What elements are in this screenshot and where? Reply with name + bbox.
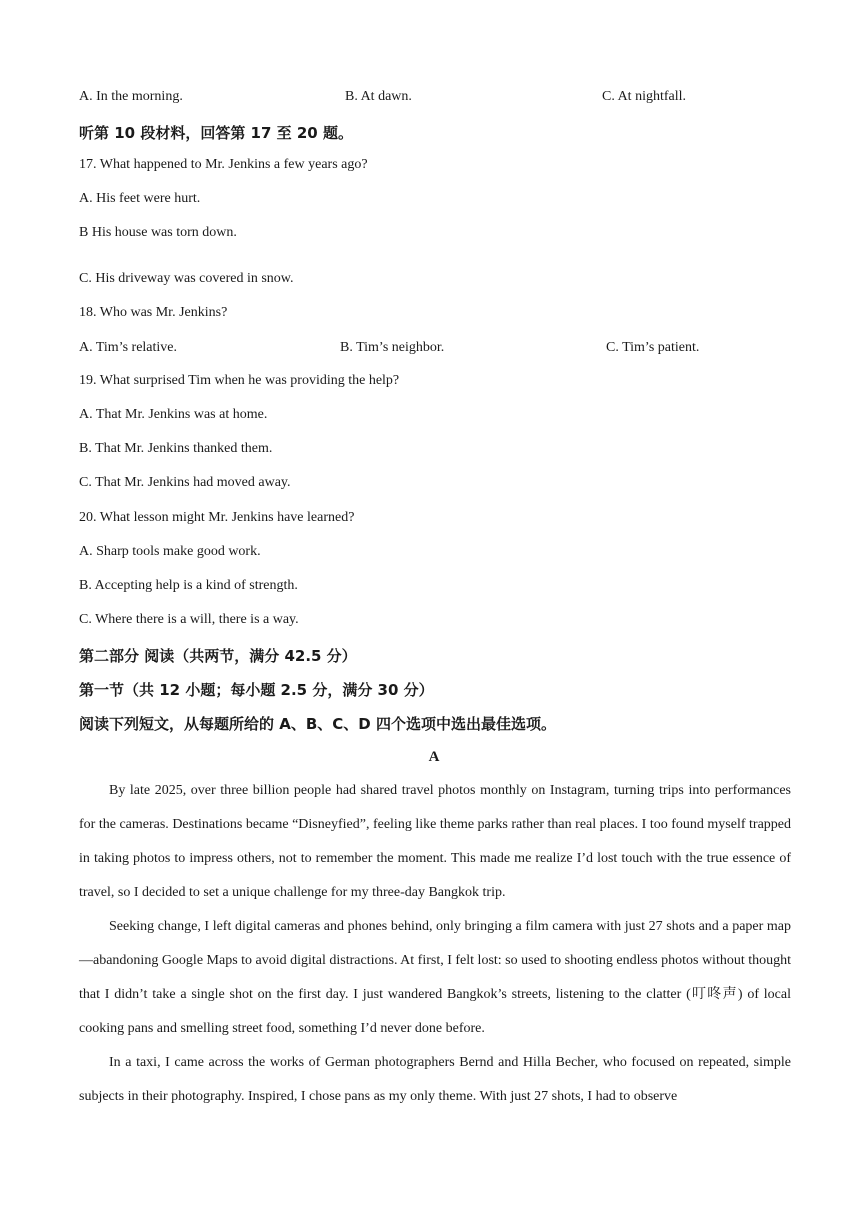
part2-header: 第二部分 阅读（共两节，满分 42.5 分） [79, 647, 357, 665]
q19-question: 19. What surprised Tim when he was providing the help? [79, 373, 400, 388]
passage-paragraph-2: Seeking change, I left digital cameras and phones behind, only bringing a film camera with just 27 shots and a paper map—abandoning Google Maps to avoid digital distractions. At first, I felt lost: so used to shooting endless photos without thought that I didn’t take a single shot on the first day. I just wandered Bangkok’s streets, listening to the clatter (叮咚声) of local cooking pans and smelling street food, something I’d never done before. [79, 919, 792, 1036]
passage-label: A [428, 749, 440, 765]
section1-header: 第一节（共 12 小题；每小题 2.5 分，满分 30 分） [79, 681, 434, 699]
q20-option-c: C. Where there is a will, there is a way. [79, 612, 299, 627]
q17-option-b: B His house was torn down. [79, 225, 237, 240]
q16-option-a: A. In the morning. [79, 89, 183, 104]
q18-option-a: A. Tim’s relative. [79, 340, 178, 355]
section10-header: 听第 10 段材料，回答第 17 至 20 题。 [79, 124, 353, 142]
q17-option-c: C. His driveway was covered in snow. [79, 271, 294, 286]
q20-option-b: B. Accepting help is a kind of strength. [79, 578, 298, 593]
q17-option-a: A. His feet were hurt. [79, 191, 201, 206]
reading-instruction: 阅读下列短文，从每题所给的 A、B、C、D 四个选项中选出最佳选项。 [79, 715, 556, 733]
q18-question: 18. Who was Mr. Jenkins? [79, 305, 228, 320]
q20-question: 20. What lesson might Mr. Jenkins have learned? [79, 510, 355, 525]
passage-paragraph-3: In a taxi, I came across the works of German photographers Bernd and Hilla Becher, who focused on repeated, simple subjects in their photography. Inspired, I chose pans as my only theme. With just 27 shots, I had to observe [79, 1055, 791, 1104]
q17-question: 17. What happened to Mr. Jenkins a few years ago? [79, 157, 368, 172]
q19-option-b: B. That Mr. Jenkins thanked them. [79, 441, 273, 456]
q18-option-b: B. Tim’s neighbor. [340, 340, 445, 355]
q16-option-c: C. At nightfall. [602, 89, 686, 104]
q16-option-b: B. At dawn. [345, 89, 412, 104]
passage-body [79, 774, 791, 1114]
passage-paragraph-1: By late 2025, over three billion people had shared travel photos monthly on Instagram, turning trips into performances for the cameras. Destinations became “Disneyfied”, feeling like theme parks rather than real places. I too found myself trapped in taking photos to impress others, not to remember the moment. This made me realize I’d lost touch with the true essence of travel, so I decided to set a unique challenge for my three-day Bangkok trip. [79, 783, 791, 900]
q18-option-c: C. Tim’s patient. [606, 340, 700, 355]
q19-option-c: C. That Mr. Jenkins had moved away. [79, 475, 291, 490]
q20-option-a: A. Sharp tools make good work. [79, 544, 261, 559]
q19-option-a: A. That Mr. Jenkins was at home. [79, 407, 268, 422]
